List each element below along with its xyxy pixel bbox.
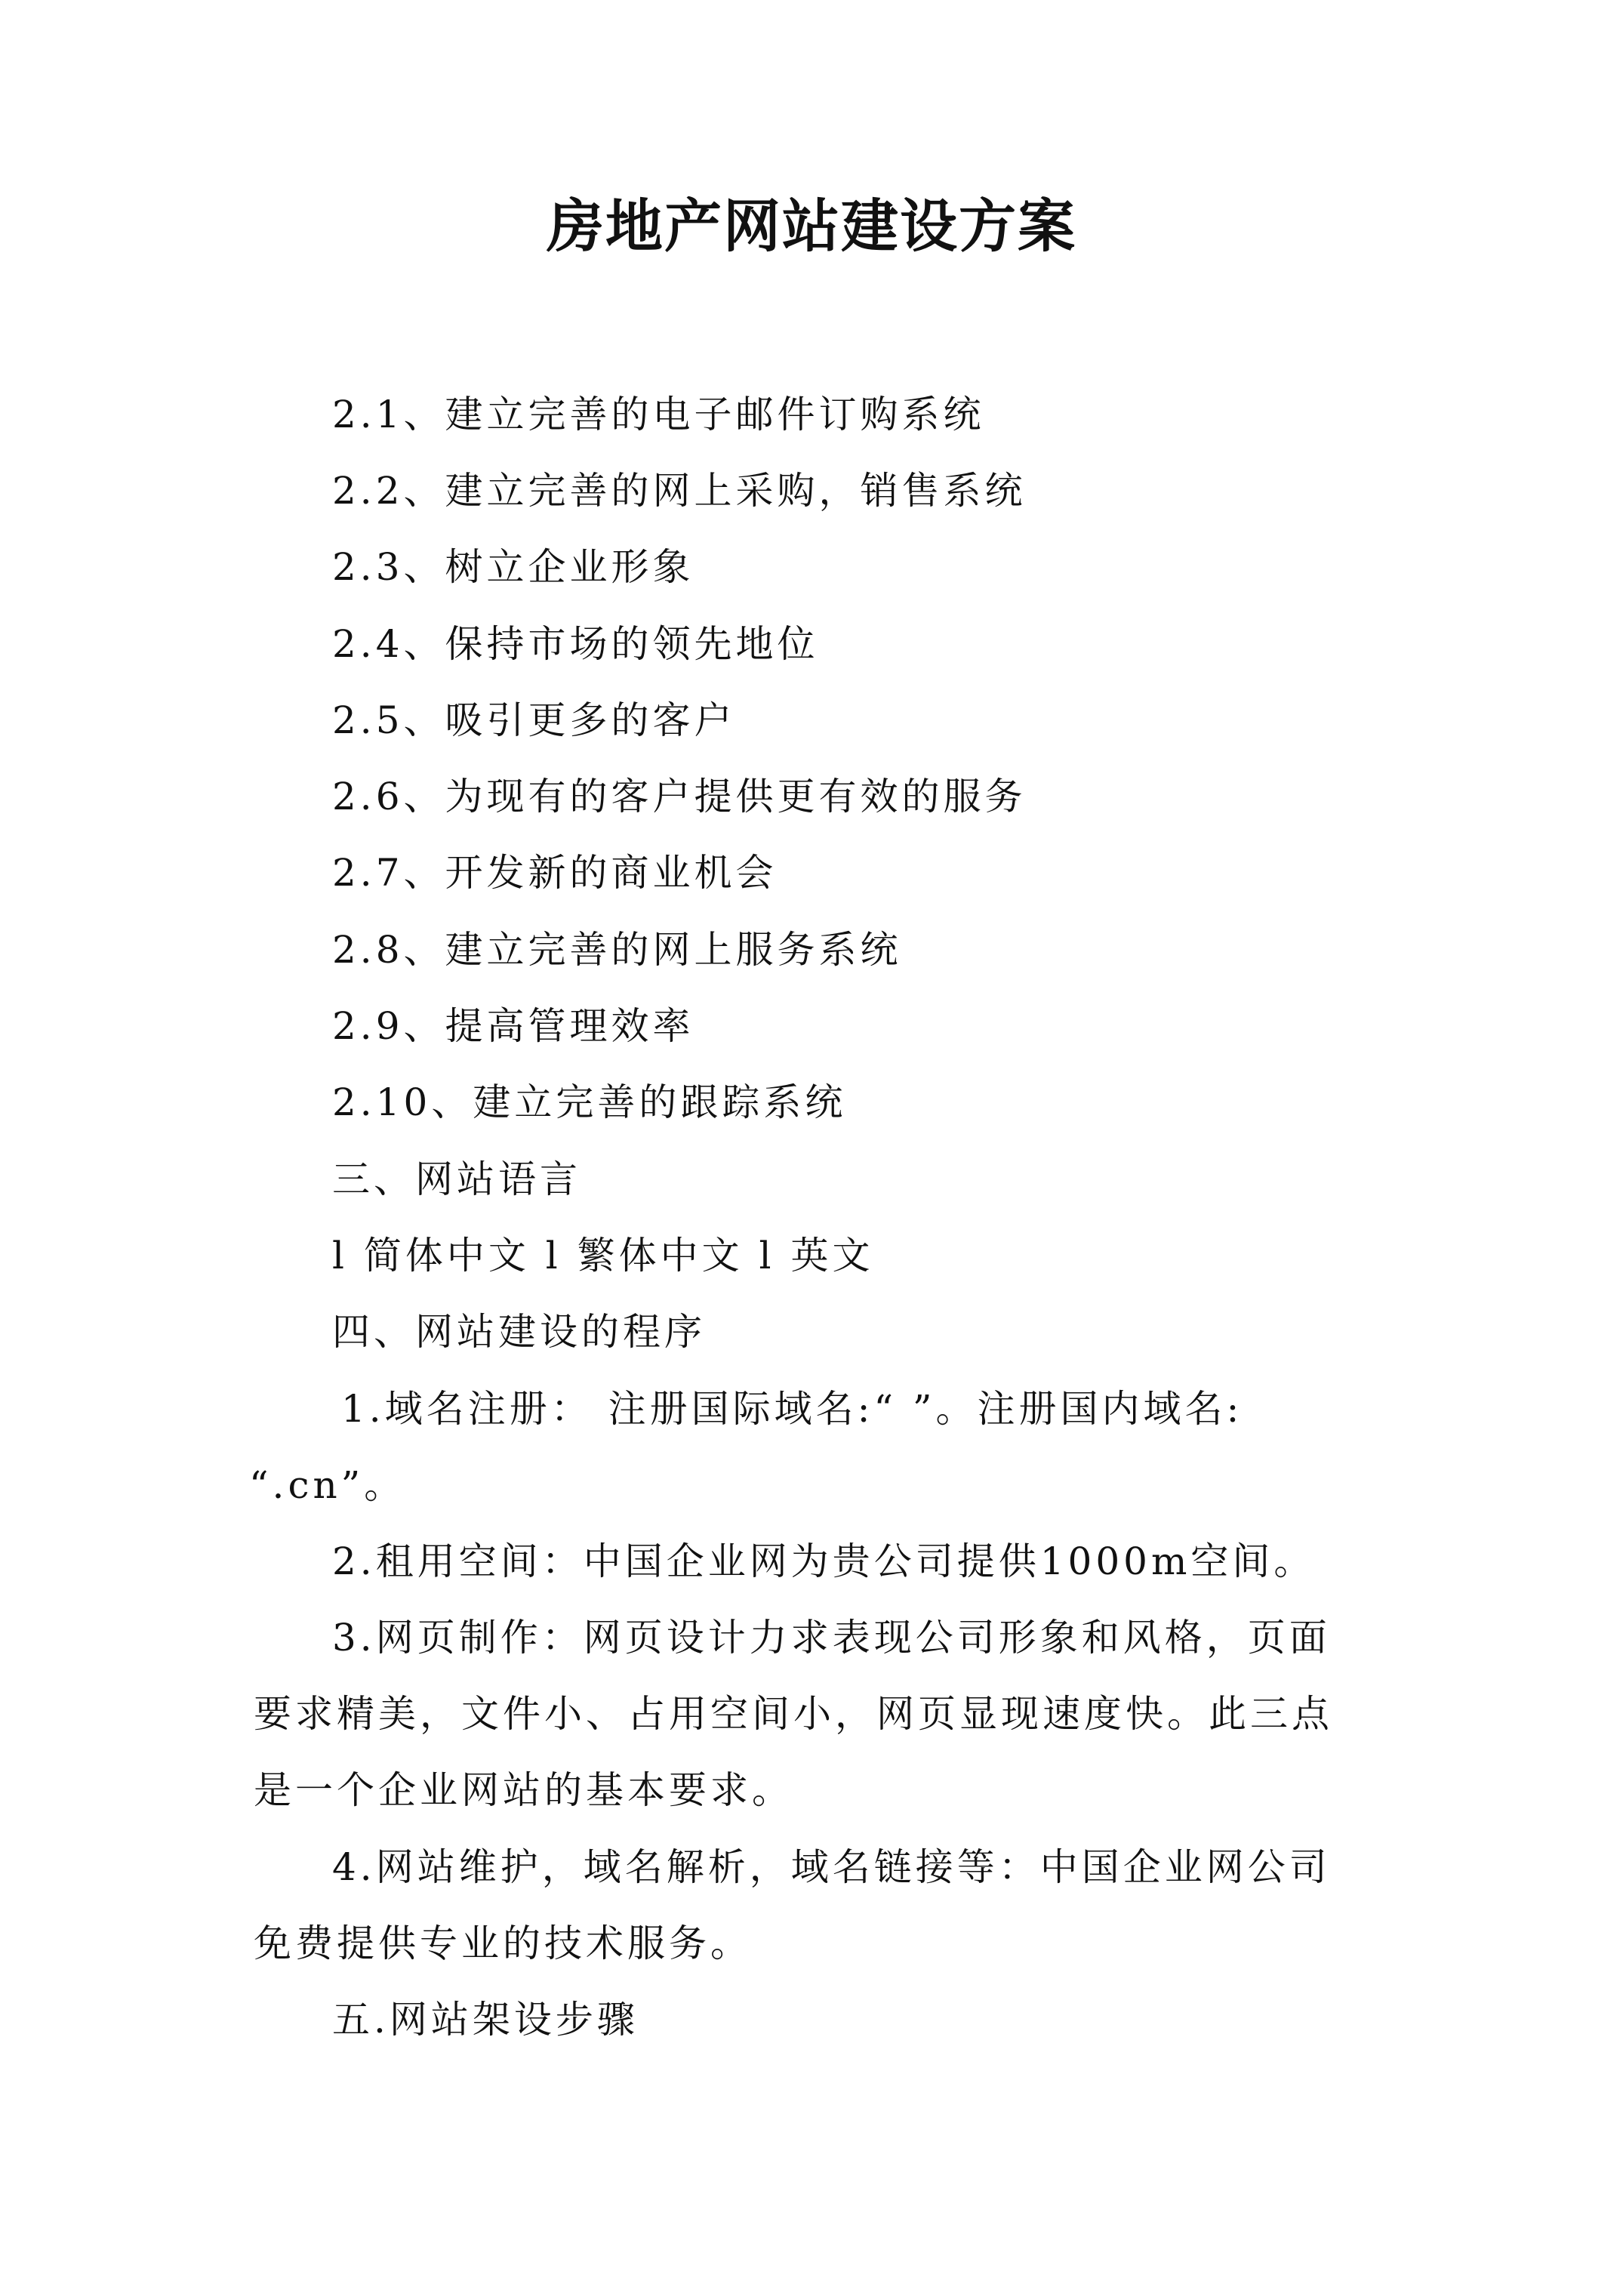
language-list: l 简体中文 l 繁体中文 l 英文: [332, 1234, 874, 1277]
document-title: 房地产网站建设方案: [547, 193, 1076, 260]
list-item: 2.6、为现有的客户提供更有效的服务: [332, 775, 1027, 818]
section-heading: 三、网站语言: [332, 1157, 581, 1201]
list-item: 2.9、提高管理效率: [332, 1004, 694, 1048]
step-1-line-1: 1.域名注册： 注册国际域名:“ ”。注册国内域名:: [341, 1387, 1243, 1431]
step-1-line-2: “.cn”。: [249, 1463, 406, 1507]
list-item: 2.5、吸引更多的客户: [332, 698, 736, 742]
section-heading: 五.网站架设步骤: [332, 1998, 639, 2042]
list-item: 2.3、树立企业形象: [332, 545, 694, 589]
list-item: 2.7、开发新的商业机会: [332, 851, 778, 895]
list-item: 2.10、建立完善的跟踪系统: [332, 1080, 847, 1124]
step-2: 2.租用空间：中国企业网为贵公司提供1000m空间。: [332, 1539, 1316, 1583]
step-3-line-2: 要求精美，文件小、占用空间小，网页显现速度快。此三点: [254, 1692, 1333, 1736]
section-heading: 四、网站建设的程序: [332, 1310, 706, 1354]
step-3-line-3: 是一个企业网站的基本要求。: [254, 1768, 793, 1812]
list-item: 2.2、建立完善的网上采购，销售系统: [332, 469, 1027, 513]
list-item: 2.8、建立完善的网上服务系统: [332, 928, 902, 972]
list-item: 2.4、保持市场的领先地位: [332, 622, 819, 666]
step-4-line-2: 免费提供专业的技术服务。: [254, 1922, 752, 1965]
list-item: 2.1、建立完善的电子邮件订购系统: [332, 393, 985, 436]
step-4-line-1: 4.网站维护，域名解析，域名链接等：中国企业网公司: [332, 1845, 1331, 1889]
step-3-line-1: 3.网页制作：网页设计力求表现公司形象和风格，页面: [332, 1616, 1331, 1660]
